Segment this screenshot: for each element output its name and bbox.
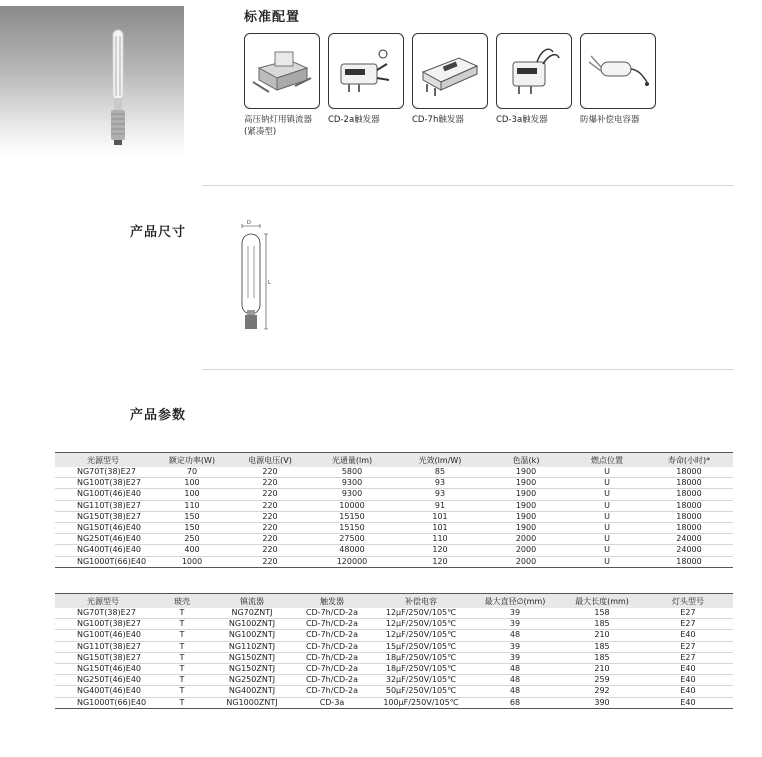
- accessory-card-cd3a: [496, 33, 572, 109]
- table-cell: U: [569, 500, 645, 511]
- table-cell: 250: [151, 534, 233, 545]
- table-cell: E40: [643, 663, 733, 674]
- capacitor-icon: [581, 34, 655, 108]
- table-cell: 1000: [151, 556, 233, 567]
- table-cell: CD-7h/CD-2a: [291, 608, 373, 619]
- accessory-card-capacitor: [580, 33, 656, 109]
- table-cell: 220: [233, 467, 307, 478]
- table-cell: 120000: [307, 556, 397, 567]
- table-cell: 18000: [645, 511, 733, 522]
- model-cell: NG400T(46)E40: [55, 686, 151, 697]
- table-cell: 27500: [307, 534, 397, 545]
- accessory-caption-cd3a: CD-3a触发器: [496, 115, 548, 125]
- table-cell: 93: [397, 478, 483, 489]
- table-cell: NG400ZNTJ: [213, 686, 291, 697]
- table-cell: 12μF/250V/105℃: [373, 608, 469, 619]
- table-cell: NG1000ZNTJ: [213, 697, 291, 708]
- column-header: 玻壳: [151, 594, 213, 609]
- table-cell: 120: [397, 545, 483, 556]
- table-row: [55, 652, 733, 663]
- table-row: [55, 500, 733, 511]
- table-cell: 110: [151, 500, 233, 511]
- column-header: 电源电压(V): [233, 453, 307, 468]
- table-cell: U: [569, 556, 645, 567]
- table-cell: 91: [397, 500, 483, 511]
- table-cell: 15150: [307, 522, 397, 533]
- table-cell: 100: [151, 478, 233, 489]
- column-header: 最大直径∅(mm): [469, 594, 561, 609]
- table-cell: 220: [233, 534, 307, 545]
- table-cell: 2000: [483, 556, 569, 567]
- spec-table-electrical: [55, 452, 733, 568]
- table-cell: CD-7h/CD-2a: [291, 675, 373, 686]
- table-cell: 1900: [483, 511, 569, 522]
- table-cell: 100μF/250V/105℃: [373, 697, 469, 708]
- table-cell: U: [569, 511, 645, 522]
- column-header: 镇流器: [213, 594, 291, 609]
- column-header: 寿命(小时)*: [645, 453, 733, 468]
- table-row: [55, 630, 733, 641]
- accessory-card-cd7h: [412, 33, 488, 109]
- table-cell: 400: [151, 545, 233, 556]
- table-cell: 150: [151, 522, 233, 533]
- table-cell: 210: [561, 630, 643, 641]
- table-cell: 220: [233, 500, 307, 511]
- model-cell: NG150T(46)E40: [55, 663, 151, 674]
- table-row: [55, 534, 733, 545]
- table-cell: 18000: [645, 522, 733, 533]
- table-cell: 2000: [483, 534, 569, 545]
- accessory-caption-ballast: 高压钠灯用镇流器 (紧凑型): [244, 115, 313, 137]
- table-cell: 1900: [483, 478, 569, 489]
- table-row: [55, 619, 733, 630]
- table-cell: 1900: [483, 489, 569, 500]
- igniter-cd3a-icon: [497, 34, 571, 108]
- table-cell: 2000: [483, 545, 569, 556]
- table-cell: 50μF/250V/105℃: [373, 686, 469, 697]
- table-cell: U: [569, 522, 645, 533]
- table-cell: U: [569, 545, 645, 556]
- table-cell: CD-7h/CD-2a: [291, 686, 373, 697]
- lamp-dimension-drawing: [228, 218, 276, 334]
- table-cell: 85: [397, 467, 483, 478]
- table-row: [55, 545, 733, 556]
- lamp-photo-icon: [0, 6, 184, 156]
- table-cell: NG150ZNTJ: [213, 663, 291, 674]
- table-cell: CD-7h/CD-2a: [291, 663, 373, 674]
- table-cell: T: [151, 686, 213, 697]
- dimension-label-l: L: [268, 280, 271, 286]
- table-cell: NG70ZNTJ: [213, 608, 291, 619]
- spec-table-accessories: [55, 593, 733, 709]
- model-cell: NG150T(38)E27: [55, 652, 151, 663]
- model-cell: NG1000T(66)E40: [55, 556, 151, 567]
- table-cell: E40: [643, 630, 733, 641]
- accessory-caption-cd2a: CD-2a触发器: [328, 115, 380, 125]
- table-cell: 1900: [483, 500, 569, 511]
- model-cell: NG100T(38)E27: [55, 478, 151, 489]
- table-cell: U: [569, 534, 645, 545]
- table-cell: 15150: [307, 511, 397, 522]
- table-cell: 9300: [307, 489, 397, 500]
- table-cell: CD-7h/CD-2a: [291, 652, 373, 663]
- table-cell: E27: [643, 652, 733, 663]
- table-cell: NG250ZNTJ: [213, 675, 291, 686]
- accessory-caption-cd7h: CD-7h触发器: [412, 115, 464, 125]
- table-cell: 158: [561, 608, 643, 619]
- table-cell: 220: [233, 489, 307, 500]
- table-cell: U: [569, 478, 645, 489]
- table-row: [55, 686, 733, 697]
- table-cell: 10000: [307, 500, 397, 511]
- column-header: 色温(k): [483, 453, 569, 468]
- table-cell: 39: [469, 641, 561, 652]
- table-cell: T: [151, 663, 213, 674]
- column-header: 光源型号: [55, 594, 151, 609]
- column-header: 触发器: [291, 594, 373, 609]
- table-cell: 220: [233, 545, 307, 556]
- table-row: [55, 641, 733, 652]
- table-cell: 220: [233, 556, 307, 567]
- model-cell: NG70T(38)E27: [55, 467, 151, 478]
- accessory-card-cd2a: [328, 33, 404, 109]
- table-cell: NG100ZNTJ: [213, 630, 291, 641]
- table-cell: 185: [561, 619, 643, 630]
- table-cell: U: [569, 489, 645, 500]
- table-cell: E27: [643, 608, 733, 619]
- table-cell: 101: [397, 522, 483, 533]
- dimensions-heading: 产品尺寸: [130, 225, 187, 240]
- column-header: 最大长度(mm): [561, 594, 643, 609]
- model-cell: NG150T(46)E40: [55, 522, 151, 533]
- table-cell: NG110ZNTJ: [213, 641, 291, 652]
- table-row: [55, 608, 733, 619]
- table-cell: 1900: [483, 467, 569, 478]
- table-cell: 120: [397, 556, 483, 567]
- column-header: 光源型号: [55, 453, 151, 468]
- table-cell: 110: [397, 534, 483, 545]
- table-row: [55, 478, 733, 489]
- table-cell: CD-3a: [291, 697, 373, 708]
- standard-config-heading: 标准配置: [244, 10, 301, 25]
- table-cell: T: [151, 697, 213, 708]
- model-cell: NG110T(38)E27: [55, 641, 151, 652]
- table-cell: E40: [643, 697, 733, 708]
- model-cell: NG1000T(66)E40: [55, 697, 151, 708]
- table-cell: 18000: [645, 478, 733, 489]
- column-header: 光效(lm/W): [397, 453, 483, 468]
- table-cell: 185: [561, 652, 643, 663]
- table-cell: 185: [561, 641, 643, 652]
- table-cell: 15μF/250V/105℃: [373, 641, 469, 652]
- table-cell: 39: [469, 619, 561, 630]
- igniter-cd2a-icon: [329, 34, 403, 108]
- table-cell: T: [151, 652, 213, 663]
- ballast-icon: [245, 34, 319, 108]
- table-cell: 18000: [645, 467, 733, 478]
- model-cell: NG400T(46)E40: [55, 545, 151, 556]
- table-cell: NG150ZNTJ: [213, 652, 291, 663]
- table-cell: 12μF/250V/105℃: [373, 630, 469, 641]
- table-row: [55, 697, 733, 708]
- table-cell: T: [151, 619, 213, 630]
- dimension-label-d: D: [247, 220, 251, 226]
- table-row: [55, 556, 733, 567]
- table-cell: 5800: [307, 467, 397, 478]
- table-cell: 12μF/250V/105℃: [373, 619, 469, 630]
- table-cell: 101: [397, 511, 483, 522]
- model-cell: NG110T(38)E27: [55, 500, 151, 511]
- table-cell: 68: [469, 697, 561, 708]
- table-cell: 18000: [645, 556, 733, 567]
- table-cell: 48: [469, 630, 561, 641]
- table-cell: 70: [151, 467, 233, 478]
- table-cell: 18μF/250V/105℃: [373, 663, 469, 674]
- table-cell: 9300: [307, 478, 397, 489]
- igniter-cd7h-icon: [413, 34, 487, 108]
- table-row: [55, 522, 733, 533]
- table-cell: CD-7h/CD-2a: [291, 619, 373, 630]
- table-cell: E40: [643, 675, 733, 686]
- table-cell: 259: [561, 675, 643, 686]
- table-row: [55, 675, 733, 686]
- column-header: 灯头型号: [643, 594, 733, 609]
- accessory-card-ballast: [244, 33, 320, 109]
- table-cell: 39: [469, 608, 561, 619]
- table-row: [55, 489, 733, 500]
- column-header: 额定功率(W): [151, 453, 233, 468]
- table-cell: 18000: [645, 489, 733, 500]
- table-cell: 48: [469, 675, 561, 686]
- table-cell: 18μF/250V/105℃: [373, 652, 469, 663]
- table-cell: 390: [561, 697, 643, 708]
- table-cell: 32μF/250V/105℃: [373, 675, 469, 686]
- table-cell: 1900: [483, 522, 569, 533]
- column-header: 补偿电容: [373, 594, 469, 609]
- table-header-row: [55, 594, 733, 609]
- section-divider: [202, 369, 734, 370]
- table-cell: 48: [469, 686, 561, 697]
- table-cell: T: [151, 641, 213, 652]
- table-cell: CD-7h/CD-2a: [291, 641, 373, 652]
- table-cell: CD-7h/CD-2a: [291, 630, 373, 641]
- table-cell: 210: [561, 663, 643, 674]
- table-cell: NG100ZNTJ: [213, 619, 291, 630]
- model-cell: NG70T(38)E27: [55, 608, 151, 619]
- model-cell: NG100T(38)E27: [55, 619, 151, 630]
- section-divider: [202, 185, 734, 186]
- table-header-row: [55, 453, 733, 468]
- table-cell: 48: [469, 663, 561, 674]
- table-row: [55, 663, 733, 674]
- table-cell: 220: [233, 478, 307, 489]
- column-header: 光通量(lm): [307, 453, 397, 468]
- model-cell: NG250T(46)E40: [55, 675, 151, 686]
- hero-lamp-photo: [0, 6, 184, 156]
- table-cell: 24000: [645, 534, 733, 545]
- model-cell: NG150T(38)E27: [55, 511, 151, 522]
- table-cell: U: [569, 467, 645, 478]
- table-cell: 150: [151, 511, 233, 522]
- table-cell: 39: [469, 652, 561, 663]
- table-cell: 48000: [307, 545, 397, 556]
- table-row: [55, 467, 733, 478]
- model-cell: NG250T(46)E40: [55, 534, 151, 545]
- model-cell: NG100T(46)E40: [55, 489, 151, 500]
- table-cell: 220: [233, 511, 307, 522]
- parameters-heading: 产品参数: [130, 408, 187, 423]
- table-cell: T: [151, 675, 213, 686]
- table-cell: E27: [643, 641, 733, 652]
- table-row: [55, 511, 733, 522]
- table-cell: 93: [397, 489, 483, 500]
- model-cell: NG100T(46)E40: [55, 630, 151, 641]
- table-cell: 100: [151, 489, 233, 500]
- table-cell: 292: [561, 686, 643, 697]
- column-header: 燃点位置: [569, 453, 645, 468]
- table-cell: 18000: [645, 500, 733, 511]
- table-cell: E40: [643, 686, 733, 697]
- table-cell: T: [151, 630, 213, 641]
- table-cell: E27: [643, 619, 733, 630]
- table-cell: T: [151, 608, 213, 619]
- table-cell: 220: [233, 522, 307, 533]
- table-cell: 24000: [645, 545, 733, 556]
- accessory-caption-capacitor: 防爆补偿电容器: [580, 115, 640, 125]
